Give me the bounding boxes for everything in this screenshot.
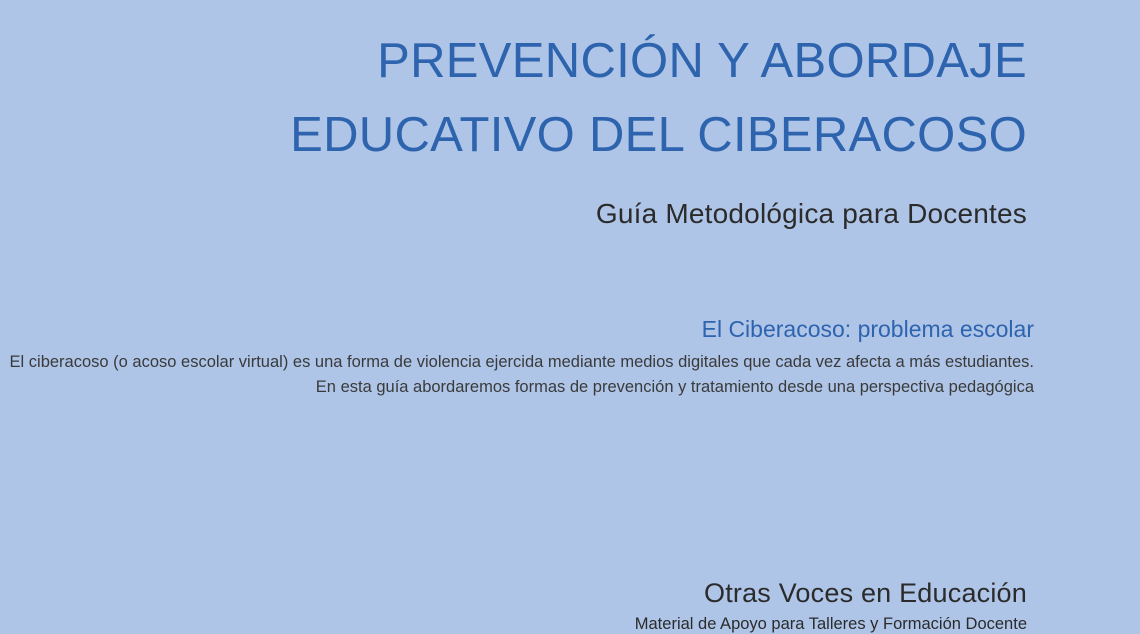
cover-title-line-2: EDUCATIVO DEL CIBERACOSO [290,108,1027,163]
cover-title [0,24,1027,173]
cover-subtitle: Guía Metodológica para Docentes [595,198,1027,229]
section-body-text: El ciberacoso (o acoso escolar virtual) es una forma de violencia ejercida mediante medios digitales que cada vez afecta a más estudiantes. En esta guía abordaremos formas de prevención y tratamiento desde una perspectiva pedagógica [9,353,1034,397]
footer-subtitle: Material de Apoyo para Talleres y Formación Docente [634,615,1027,633]
cover-footer [0,578,1027,634]
section-heading: El Ciberacoso: problema escolar [701,316,1034,342]
footer-organization: Otras Voces en Educación [704,578,1027,608]
cover-title-line-1: PREVENCIÓN Y ABORDAJE [377,34,1027,88]
